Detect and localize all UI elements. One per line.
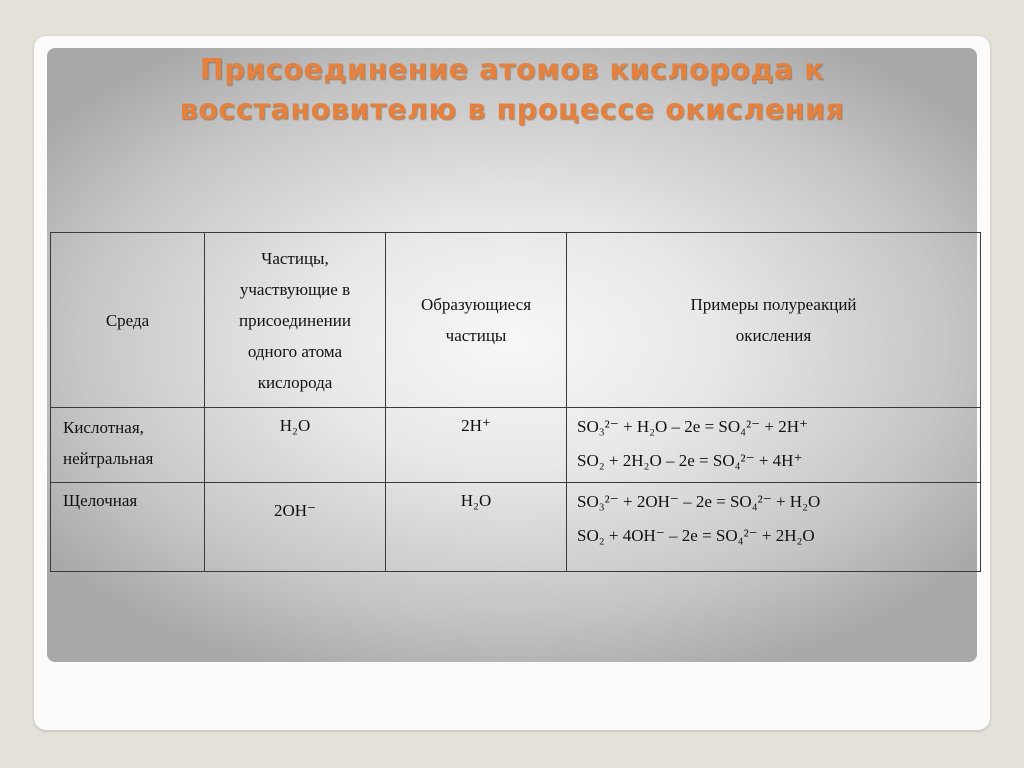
header-formed-particles [386, 233, 567, 408]
slide-title [47, 50, 977, 130]
header-particles-line: Частицы, [261, 248, 329, 268]
header-particles [205, 233, 386, 408]
header-examples [567, 233, 981, 408]
header-particles-line: присоединении [239, 310, 351, 330]
particle-text: H₂O [279, 416, 311, 435]
slide-title-line-2: восстановителю в процессе окисления [179, 93, 845, 126]
header-examples-line: окисления [735, 326, 812, 345]
header-particles-line: одного атома [247, 341, 343, 361]
header-examples-line: Примеры полуреакций [690, 295, 857, 314]
reaction-equation: SO₂ + 2H₂O – 2e = SO₄²⁻ + 4H⁺ [577, 451, 803, 470]
cell-particle [205, 408, 386, 483]
table-row [51, 483, 981, 572]
header-particles-line: кислорода [257, 372, 333, 392]
reaction-equation: SO₂ + 4OH⁻ – 2e = SO₄²⁻ + 2H₂O [577, 526, 815, 545]
reactions-table [50, 232, 981, 572]
header-formed-line: частицы [445, 326, 507, 345]
header-formed-line: Образующиеся [420, 295, 532, 314]
particle-text: 2OH⁻ [273, 501, 317, 520]
slide-title-line-1: Присоединение атомов кислорода к [199, 53, 825, 86]
cell-reactions [567, 483, 981, 572]
cell-medium [51, 408, 205, 483]
medium-line: Кислотная, [63, 418, 144, 437]
reaction-equation: SO₃²⁻ + 2OH⁻ – 2e = SO₄²⁻ + H₂O [577, 492, 821, 511]
header-particles-line: участвующие в [239, 279, 351, 299]
formed-text: H₂O [460, 491, 492, 510]
formed-text: 2H⁺ [461, 416, 491, 435]
cell-formed [386, 408, 567, 483]
medium-line: Щелочная [63, 491, 138, 510]
medium-line: нейтральная [63, 449, 154, 468]
cell-formed [386, 483, 567, 572]
table-header-row [51, 233, 981, 408]
header-medium: Среда [51, 233, 205, 408]
table-row [51, 408, 981, 483]
reaction-equation: SO₃²⁻ + H₂O – 2e = SO₄²⁻ + 2H⁺ [577, 417, 808, 436]
cell-medium [51, 483, 205, 572]
cell-particle [205, 483, 386, 572]
cell-reactions [567, 408, 981, 483]
